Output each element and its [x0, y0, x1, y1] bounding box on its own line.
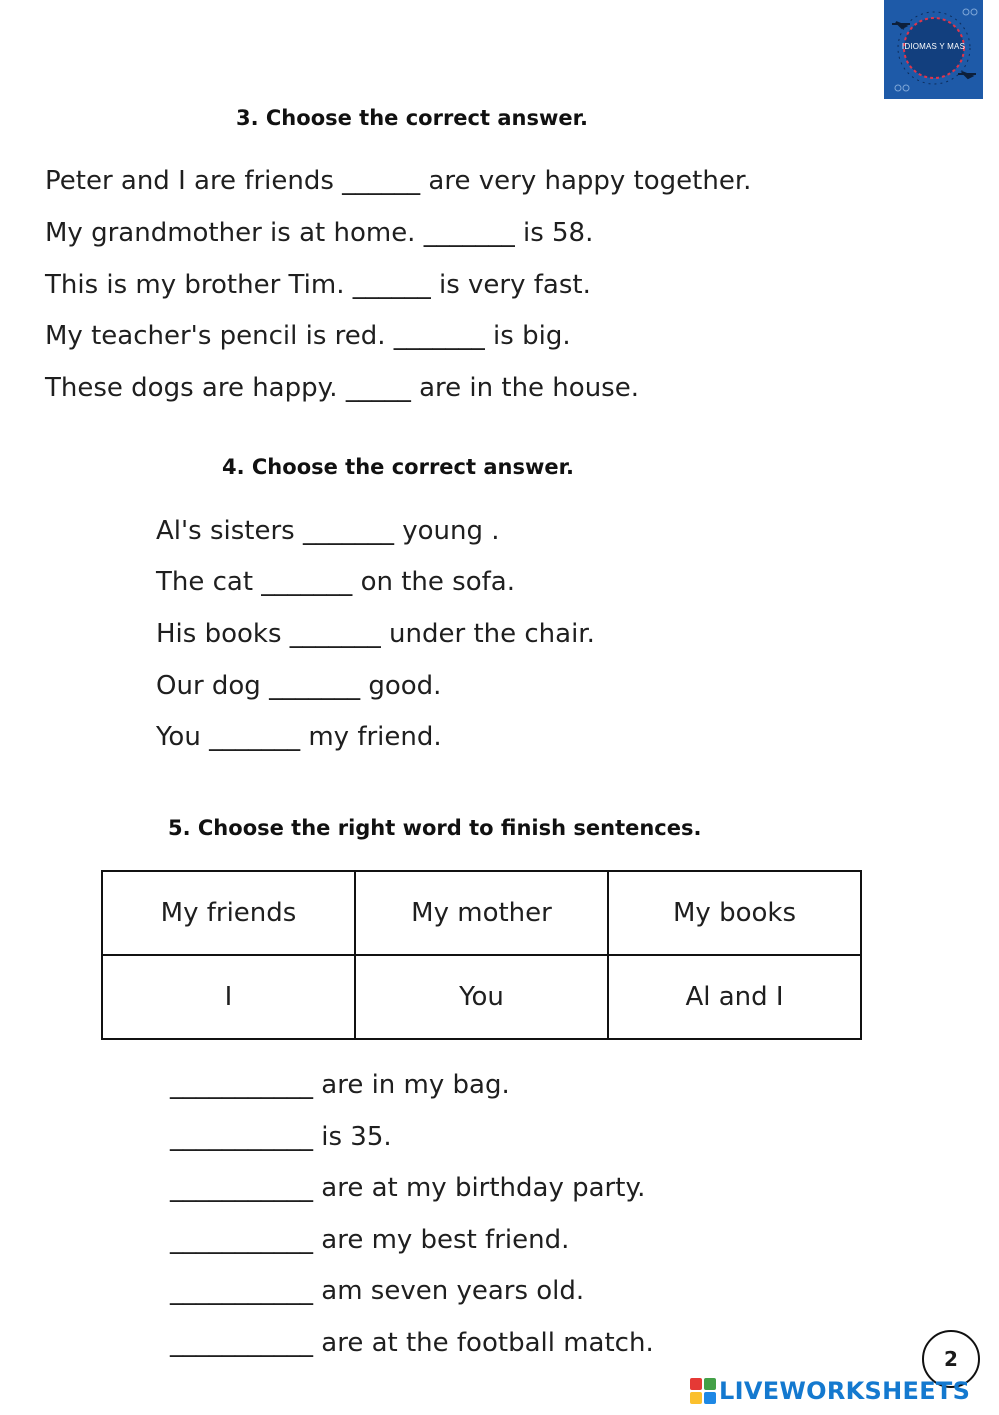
section-3-line-2: My grandmother is at home. _______ is 58.: [45, 218, 594, 248]
word-bank-cell: My books: [608, 871, 861, 955]
section-4-line-3: His books _______ under the chair.: [156, 619, 595, 649]
section-5-line-2: ___________ is 35.: [170, 1122, 392, 1152]
word-bank-cell: My friends: [102, 871, 355, 955]
section-3-heading: 3. Choose the correct answer.: [236, 106, 588, 130]
idiomas-y-mas-logo: [884, 0, 983, 99]
section-3-line-4: My teacher's pencil is red. _______ is big.: [45, 321, 571, 351]
word-bank-row: [102, 955, 861, 1039]
liveworksheets-brand[interactable]: [690, 1376, 970, 1406]
section-4-line-5: You _______ my friend.: [156, 722, 442, 752]
section-4-line-2: The cat _______ on the sofa.: [156, 567, 515, 597]
word-bank-cell: My mother: [355, 871, 608, 955]
section-3-line-3: This is my brother Tim. ______ is very fast.: [45, 270, 591, 300]
word-bank-cell: Al and I: [608, 955, 861, 1039]
section-4-line-1: Al's sisters _______ young .: [156, 516, 500, 546]
section-3-line-5: These dogs are happy. _____ are in the house.: [45, 373, 639, 403]
section-5-line-6: ___________ are at the football match.: [170, 1328, 654, 1358]
liveworksheets-text: LIVEWORKSHEETS: [719, 1377, 971, 1405]
section-4-heading: 4. Choose the correct answer.: [222, 455, 574, 479]
section-5-line-5: ___________ am seven years old.: [170, 1276, 585, 1306]
page-number-badge: 2: [922, 1330, 980, 1388]
word-bank-row: [102, 871, 861, 955]
word-bank-cell: You: [355, 955, 608, 1039]
liveworksheets-icon: [690, 1378, 716, 1404]
word-bank-table: [101, 870, 862, 1040]
section-4-line-4: Our dog _______ good.: [156, 671, 442, 701]
word-bank-cell: I: [102, 955, 355, 1039]
logo-text: IDIOMAS Y MAS: [901, 42, 966, 51]
section-3-line-1: Peter and I are friends ______ are very happy together.: [45, 166, 752, 196]
section-5-line-3: ___________ are at my birthday party.: [170, 1173, 646, 1203]
section-5-line-1: ___________ are in my bag.: [170, 1070, 510, 1100]
section-5-line-4: ___________ are my best friend.: [170, 1225, 570, 1255]
section-5-heading: 5. Choose the right word to finish sentences.: [168, 816, 702, 840]
